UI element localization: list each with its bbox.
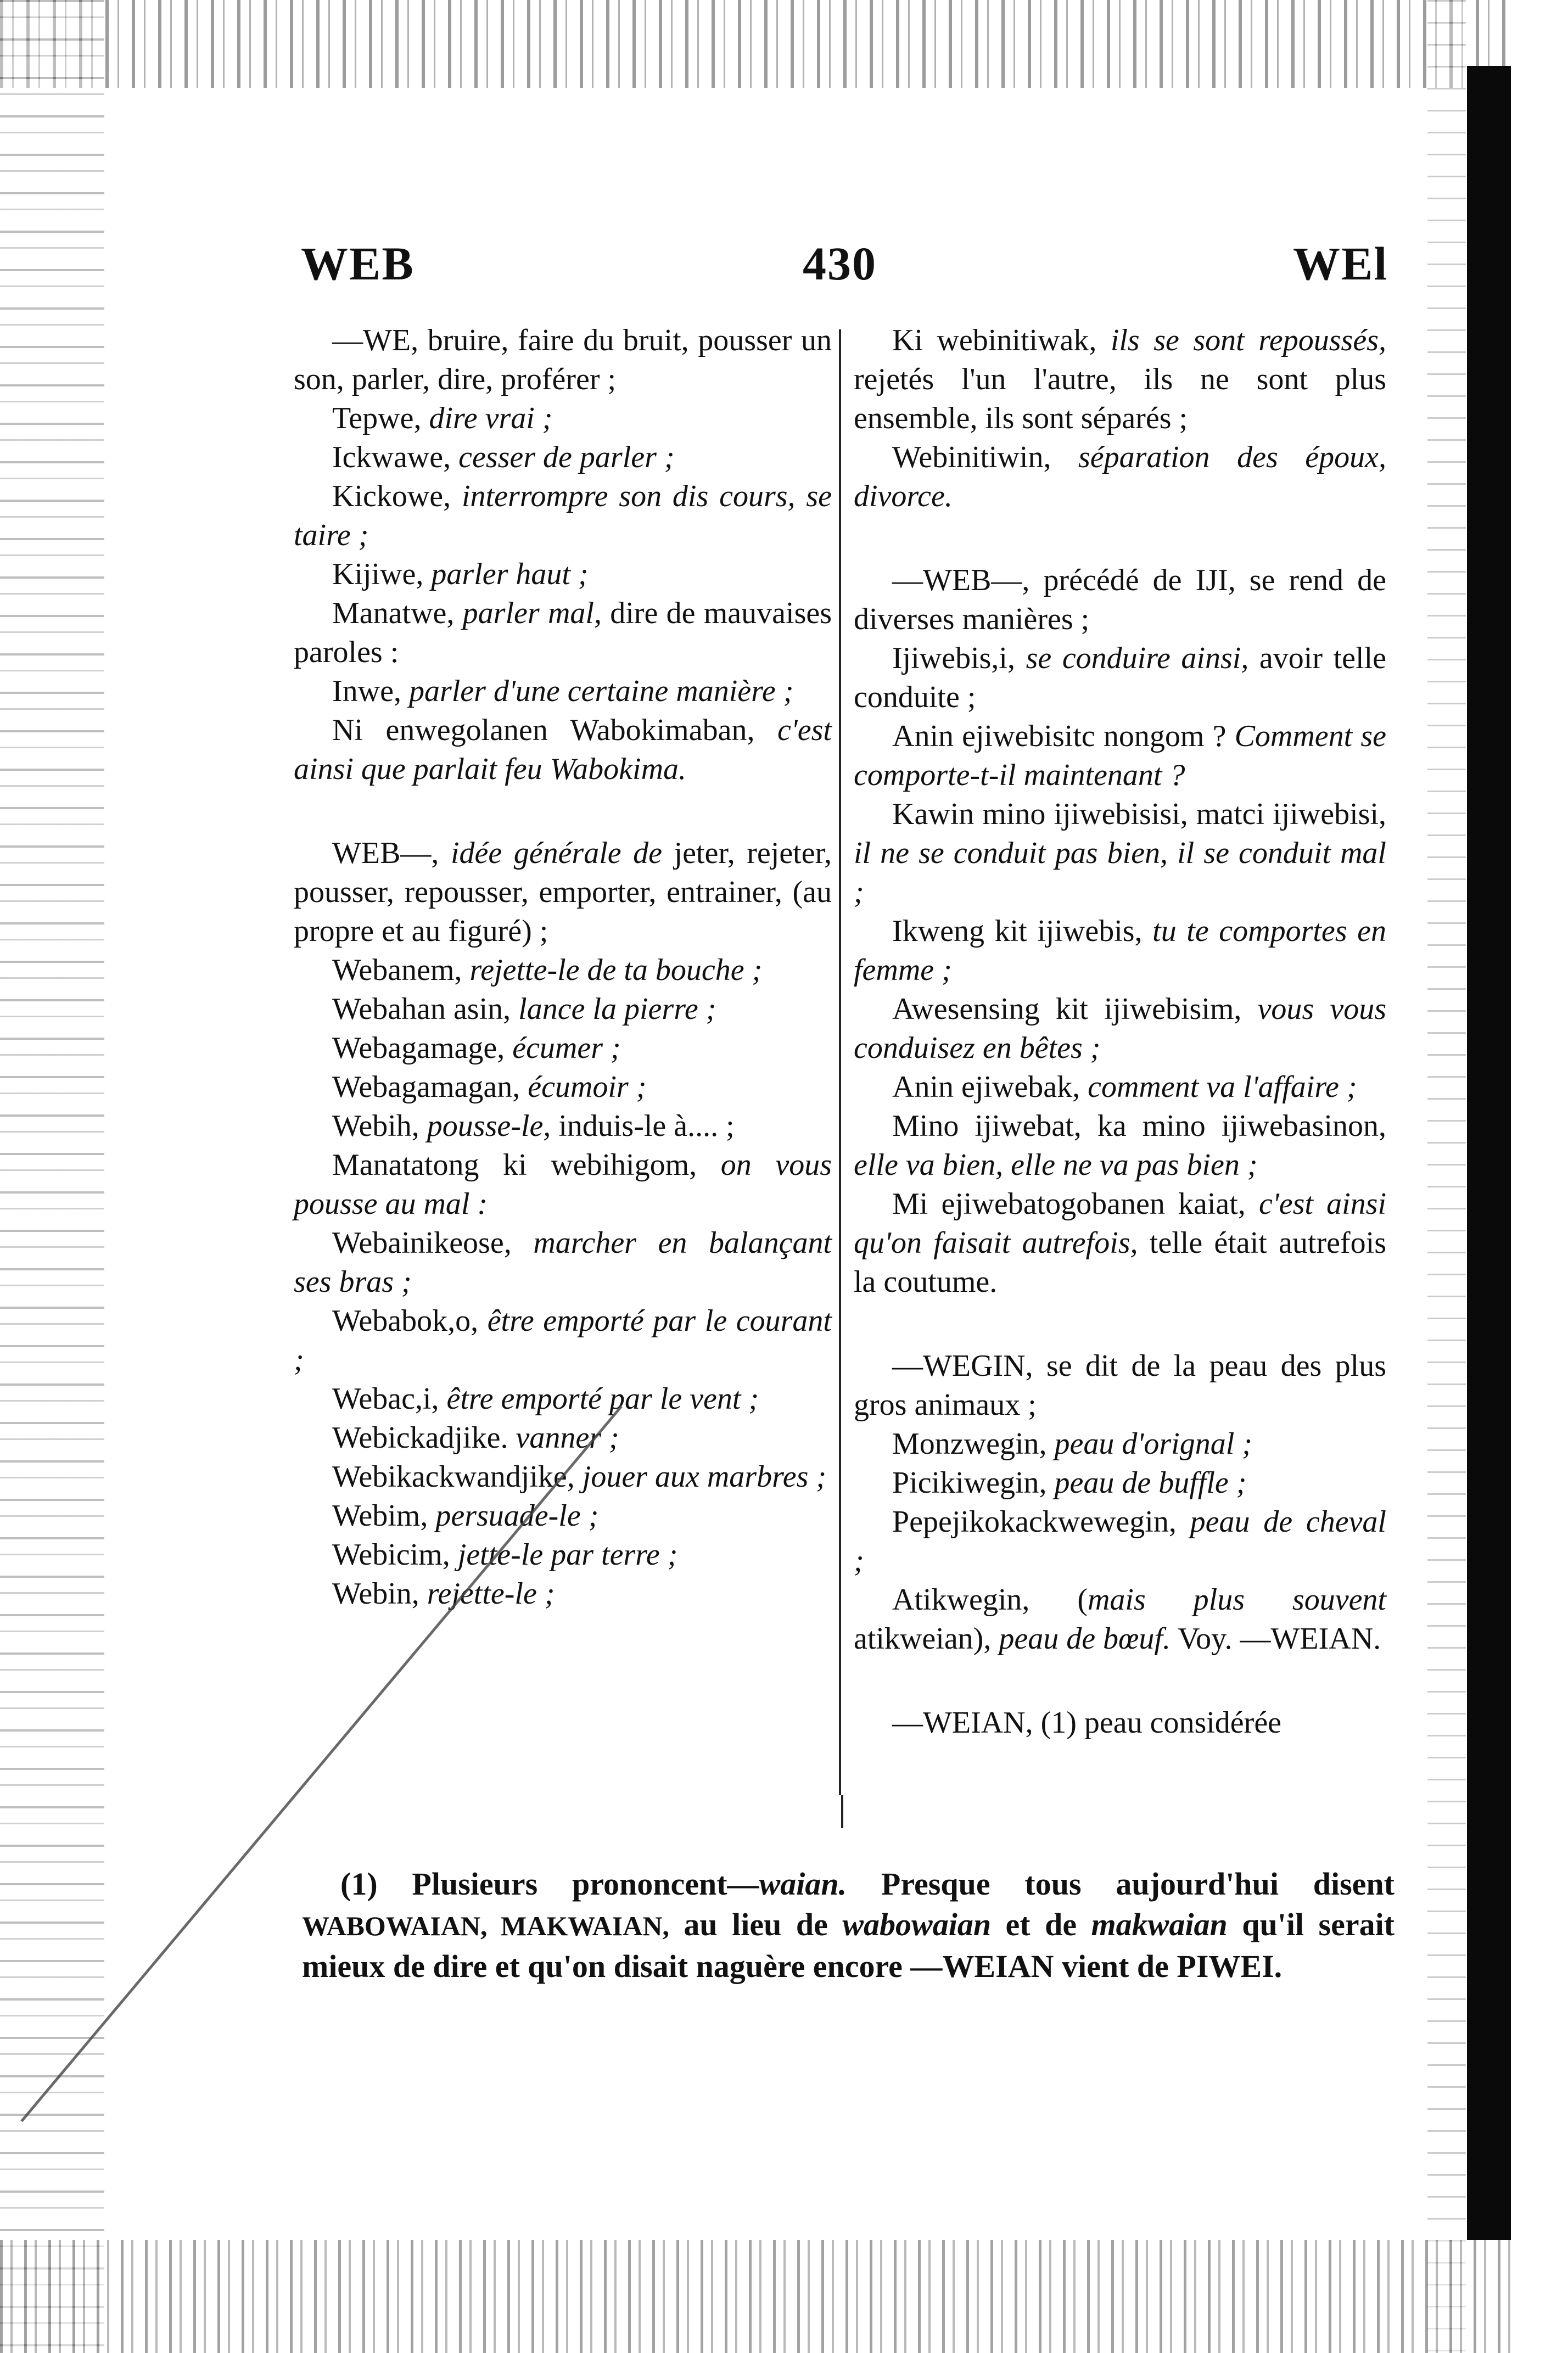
binding-shadow <box>1467 66 1511 2240</box>
dictionary-entry <box>854 795 1386 912</box>
entry-gloss: persuade-le ; <box>435 1499 599 1533</box>
entry-text: Ijiwebis,i, <box>892 641 1026 675</box>
dictionary-entry <box>294 1536 832 1575</box>
entry-text: Webanem, <box>332 953 470 987</box>
dictionary-entry <box>854 1185 1386 1302</box>
right-margin <box>1511 0 1568 2353</box>
footnote-part: (1) Plusieurs prononcent— <box>340 1866 759 1902</box>
dictionary-entry <box>294 399 832 438</box>
entry-text: Webagamagan, <box>332 1070 528 1104</box>
dictionary-entry <box>294 1068 832 1107</box>
entry-gloss: ils se sont repoussés, <box>1110 323 1386 357</box>
entry-text: Webainikeose, <box>332 1226 534 1260</box>
entry-text: Kawin mino ijiwebisisi, matci ijiwebisi, <box>892 797 1386 831</box>
entry-gloss: pousse-le, <box>427 1109 551 1143</box>
entry-text: Webabok,o, <box>332 1304 488 1338</box>
entry-text: Pepejikokackwewegin, <box>892 1505 1190 1539</box>
dictionary-entry <box>294 555 832 594</box>
entry-text: Kijiwe, <box>332 557 432 591</box>
entry-text: Atikwegin, ( <box>892 1583 1088 1617</box>
entry-text: Webikackwandjike, <box>332 1460 583 1494</box>
entry-text: Awesensing kit ijiwebisim, <box>892 992 1258 1026</box>
entry-gloss: lance la pierre ; <box>518 992 716 1026</box>
entry-gloss: vanner ; <box>516 1421 619 1455</box>
column-rule-tail <box>841 1795 843 1828</box>
entry-gloss: parler d'une certaine manière ; <box>408 674 794 708</box>
entry-text: Anin ejiwebak, <box>892 1070 1088 1104</box>
dictionary-entry <box>294 594 832 672</box>
footnote-part: qu'il serait mieux de dire et qu'on disait naguère encore —WEIAN vient de PIWEI. <box>302 1907 1395 1984</box>
dictionary-entry <box>854 717 1386 795</box>
entry-text: Kickowe, <box>332 479 462 513</box>
dictionary-entry <box>294 711 832 789</box>
dictionary-entry <box>854 1581 1386 1659</box>
entry-text: Mi ejiwebatogobanen kaiat, <box>892 1187 1259 1221</box>
entry-gloss: peau de bœuf. <box>999 1622 1171 1656</box>
entry-gloss: parler haut ; <box>431 557 589 591</box>
entry-gloss: écumoir ; <box>528 1070 647 1104</box>
entry-gloss: c'est ainsi que parlait feu Wabokima. <box>294 713 832 786</box>
entry-text: Monzwegin, <box>892 1427 1055 1461</box>
dictionary-entry <box>854 321 1386 438</box>
entry-text: Manatwe, <box>332 596 463 630</box>
dictionary-entry <box>294 1029 832 1068</box>
running-head-right: WEl <box>1293 237 1388 290</box>
dictionary-entry <box>294 1575 832 1614</box>
entry-text: Webagamage, <box>332 1031 513 1065</box>
entry-gloss: écumer ; <box>512 1031 621 1065</box>
dictionary-entry <box>294 438 832 477</box>
dictionary-entry <box>294 1380 832 1419</box>
footnote-italic: waian. <box>759 1866 847 1902</box>
footnote-part: et de <box>991 1907 1091 1942</box>
entry-gloss: comment va l'affaire ; <box>1088 1070 1357 1104</box>
entry-gloss: peau d'orignal ; <box>1054 1427 1252 1461</box>
entry-text: Mino ijiwebat, ka mino ijiwebasinon, <box>892 1109 1386 1143</box>
dictionary-entry <box>854 912 1386 990</box>
entry-text: WEB—, <box>332 836 451 870</box>
entry-gloss: se conduire ainsi, <box>1026 641 1249 675</box>
entry-text: —WEB—, précédé de IJI, se rend de diverses manières ; <box>854 563 1386 636</box>
entry-text: Webih, <box>332 1109 427 1143</box>
entry-gloss: peau de cheval ; <box>854 1505 1386 1578</box>
entry-text: —WEGIN, se dit de la peau des plus gros animaux ; <box>854 1349 1386 1422</box>
entry-text: Tepwe, <box>332 401 429 435</box>
entry-text: Anin ejiwebisitc nongom ? <box>892 719 1235 753</box>
entry-text: Voy. —WEIAN. <box>1170 1622 1381 1656</box>
entry-text: atikweian), <box>854 1622 999 1656</box>
dictionary-entry <box>854 1503 1386 1581</box>
entry-text: induis-le à.... ; <box>551 1109 735 1143</box>
dictionary-entry <box>294 951 832 990</box>
entry-text: Webahan asin, <box>332 992 519 1026</box>
entry-gloss: mais plus souvent <box>1087 1583 1386 1617</box>
entry-text: Ikweng kit ijiwebis, <box>892 914 1153 948</box>
entry-gloss: rejette-le de ta bouche ; <box>469 953 763 987</box>
entry-gloss: rejette-le ; <box>427 1577 555 1611</box>
dictionary-entry <box>294 1107 832 1146</box>
scan-noise-right <box>1427 0 1466 2353</box>
footnote-part: Presque tous aujourd'hui disent <box>847 1866 1395 1902</box>
dictionary-entry <box>294 1302 832 1380</box>
entry-text: Picikiwegin, <box>892 1466 1055 1500</box>
dictionary-entry <box>854 1464 1386 1503</box>
dictionary-entry <box>294 321 832 399</box>
entry-text: dire de mauvaises paroles : <box>294 596 832 669</box>
entry-text: —WE, bruire, faire du bruit, pousser un son, parler, dire, proférer ; <box>294 323 832 396</box>
running-head-left: WEB <box>301 237 415 290</box>
dictionary-entry <box>294 1419 832 1458</box>
dictionary-entry <box>294 1224 832 1302</box>
dictionary-entry <box>294 834 832 951</box>
scan-noise-top <box>0 0 1568 88</box>
entry-text: Ki webinitiwak, <box>892 323 1111 357</box>
entry-text: telle était autrefois la coutume. <box>854 1226 1386 1299</box>
dictionary-entry <box>294 672 832 711</box>
dictionary-entry <box>854 990 1386 1068</box>
footnote-italic: makwaian <box>1091 1907 1228 1942</box>
entry-gloss: parler mal, <box>462 596 602 630</box>
entry-gloss: interrompre son dis cours, se taire ; <box>294 479 832 552</box>
entry-text: Inwe, <box>332 674 409 708</box>
footnote <box>302 1864 1395 1987</box>
dictionary-entry <box>854 639 1386 717</box>
entry-gloss: être emporté par le vent ; <box>446 1382 759 1416</box>
entry-gloss: il ne se conduit pas bien, il se conduit mal ; <box>854 836 1386 909</box>
entry-text: Webickadjike. <box>332 1421 516 1455</box>
entry-gloss: Comment se comporte-t-il maintenant ? <box>854 719 1386 792</box>
entry-text: —WEIAN, (1) peau considérée <box>892 1706 1282 1740</box>
entry-text: rejetés l'un l'autre, ils ne sont plus ensemble, ils sont séparés ; <box>854 362 1386 435</box>
page-number: 430 <box>803 237 877 290</box>
entry-text: Webicim, <box>332 1538 458 1572</box>
footnote-part: au lieu de <box>669 1907 843 1942</box>
entry-text: jeter, rejeter, pousser, repousser, emporter, entrainer, (au propre et au figuré) ; <box>294 836 832 948</box>
dictionary-entry <box>854 438 1386 516</box>
entry-text: Webin, <box>332 1577 427 1611</box>
entry-text: Webac,i, <box>332 1382 447 1416</box>
dictionary-entry <box>294 477 832 555</box>
entry-gloss: marcher en balançant ses bras ; <box>294 1226 832 1299</box>
entry-gloss: être emporté par le courant ; <box>294 1304 832 1377</box>
footnote-smallcaps: WABOWAIAN, MAKWAIAN, <box>302 1911 669 1941</box>
dictionary-entry <box>854 561 1386 639</box>
dictionary-entry <box>854 1425 1386 1464</box>
entry-text: Webim, <box>332 1499 436 1533</box>
entry-gloss: elle va bien, elle ne va pas bien ; <box>854 1148 1258 1182</box>
right-column <box>854 321 1386 1743</box>
entry-text: Manatatong ki webihigom, <box>332 1148 721 1182</box>
entry-text: Ni enwegolanen Wabokimaban, <box>332 713 777 747</box>
entry-gloss: séparation des époux, divorce. <box>854 440 1386 513</box>
left-column <box>294 321 832 1614</box>
entry-text: Ickwawe, <box>332 440 459 474</box>
scan-noise-bottom <box>0 2240 1568 2353</box>
entry-gloss: tu te comportes en femme ; <box>854 914 1387 987</box>
entry-gloss: vous vous conduisez en bêtes ; <box>854 992 1387 1065</box>
entry-text: Webinitiwin, <box>892 440 1078 474</box>
entry-gloss: jette-le par terre ; <box>457 1538 678 1572</box>
entry-gloss: peau de buffle ; <box>1054 1466 1247 1500</box>
entry-gloss: dire vrai ; <box>429 401 553 435</box>
scan-noise-left <box>0 0 104 2353</box>
footnote-italic: wabowaian <box>842 1907 992 1942</box>
dictionary-entry <box>294 1146 832 1224</box>
dictionary-entry <box>854 1107 1386 1185</box>
entry-gloss: cesser de parler ; <box>458 440 675 474</box>
dictionary-entry <box>854 1068 1386 1107</box>
entry-gloss: c'est ainsi qu'on faisait autrefois, <box>854 1187 1387 1260</box>
footnote-text <box>302 1864 1395 1987</box>
dictionary-entry <box>854 1347 1386 1425</box>
column-rule <box>839 329 841 1795</box>
entry-gloss: idée générale de <box>450 836 662 870</box>
entry-gloss: jouer aux marbres ; <box>582 1460 827 1494</box>
entry-text: avoir telle conduite ; <box>854 641 1386 714</box>
entry-gloss: on vous pousse au mal : <box>294 1148 832 1221</box>
dictionary-entry <box>294 990 832 1029</box>
dictionary-entry <box>854 1704 1386 1743</box>
dictionary-entry <box>294 1497 832 1536</box>
